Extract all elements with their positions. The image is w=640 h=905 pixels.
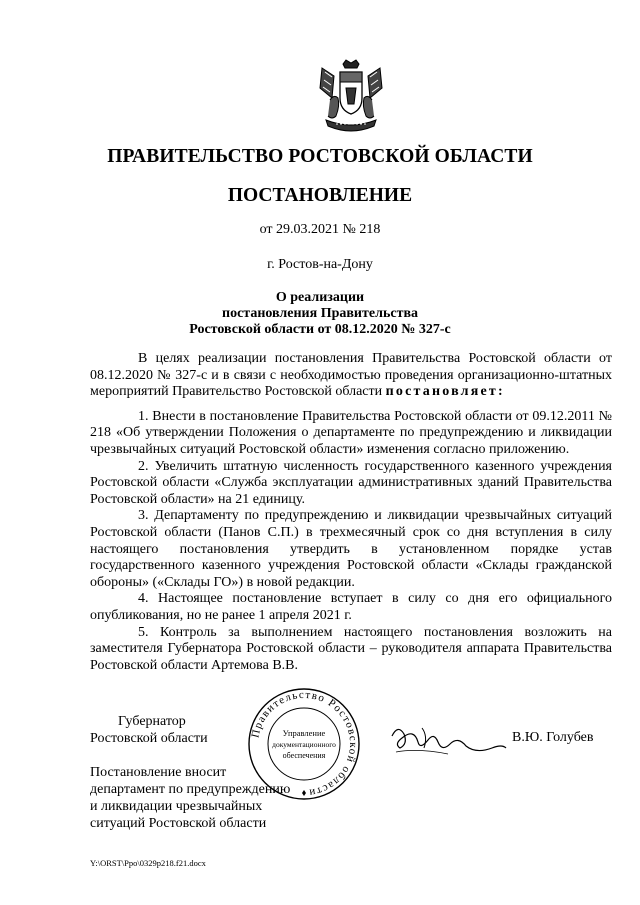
city: г. Ростов-на-Дону xyxy=(267,257,373,272)
handwritten-signature-icon xyxy=(388,718,508,762)
subject-line: постановления Правительства xyxy=(222,306,418,321)
decision-word: постановляет: xyxy=(385,384,505,400)
signatory-name: В.Ю. Голубев xyxy=(512,730,594,745)
signatory-title xyxy=(90,713,208,747)
seal-center-line: Управление xyxy=(282,728,326,738)
signatory-title-line: Ростовской области xyxy=(90,731,208,746)
government-title: ПРАВИТЕЛЬСТВО РОСТОВСКОЙ ОБЛАСТИ xyxy=(107,146,533,167)
signatory-title-line: Губернатор xyxy=(118,714,186,729)
seal-center-line: документационного xyxy=(272,740,336,749)
subject-line: Ростовской области от 08.12.2020 № 327-с xyxy=(189,322,451,337)
document-subject xyxy=(0,290,640,338)
subject-line: О реализации xyxy=(275,290,365,305)
document-type: ПОСТАНОВЛЕНИЕ xyxy=(227,185,413,206)
seal-center-line: обеспечения xyxy=(282,751,326,760)
list-item: 1. Внести в постановление Правительства Ростовской области от 09.12.2011 № 218 «Об утверждении Положения о департаменте по предупреждению и ликвидации чрезвычайных ситуаций Ростовской области» изменения согласно приложению. xyxy=(90,408,612,457)
file-path: Y:\ORST\Ppo\0329p218.f21.docx xyxy=(90,858,206,868)
preamble-paragraph xyxy=(90,351,612,401)
document-body xyxy=(90,351,612,674)
submitter-line: Постановление вносит xyxy=(90,765,227,780)
seal-ring-text: Правительство Ростовской области xyxy=(249,688,360,799)
list-item: 4. Настоящее постановление вступает в силу со дня его официального опубликования, но не ранее 1 апреля 2021 г. xyxy=(90,591,612,623)
list-item: 2. Увеличить штатную численность государственного казенного учреждения Ростовской области «Служба эксплуатации административных зданий Правительства Ростовской области» на 21 единицу. xyxy=(90,458,612,507)
date-number: от 29.03.2021 № 218 xyxy=(259,222,381,237)
list-item: 3. Департаменту по предупреждению и ликвидации чрезвычайных ситуаций Ростовской области (Панов С.П.) в трехмесячный срок со дня вступления в силу настоящего постановления утвердить в установленном порядке устав государственного казенного учреждения Ростовской области «Склады гражданской обороны» («Склады ГО») в новой редакции. xyxy=(90,508,612,590)
submitter-block xyxy=(90,764,290,832)
list-item: 5. Контроль за выполнением настоящего постановления возложить на заместителя Губернатора Ростовской области – руководителя аппарата Правительства Ростовской области Артемова В.В. xyxy=(90,624,612,673)
preamble-text: В целях реализации постановления Правительства Ростовской области от 08.12.2020 № 327-с и в связи с необходимостью проведения организационно-штатных мероприятий Правительство Ростовской области xyxy=(90,351,612,400)
submitter-line: департамент по предупреждению xyxy=(90,782,291,797)
submitter-line: ситуаций Ростовской области xyxy=(90,816,267,831)
submitter-line: и ликвидации чрезвычайных xyxy=(90,799,263,814)
coat-of-arms-icon xyxy=(316,58,386,136)
